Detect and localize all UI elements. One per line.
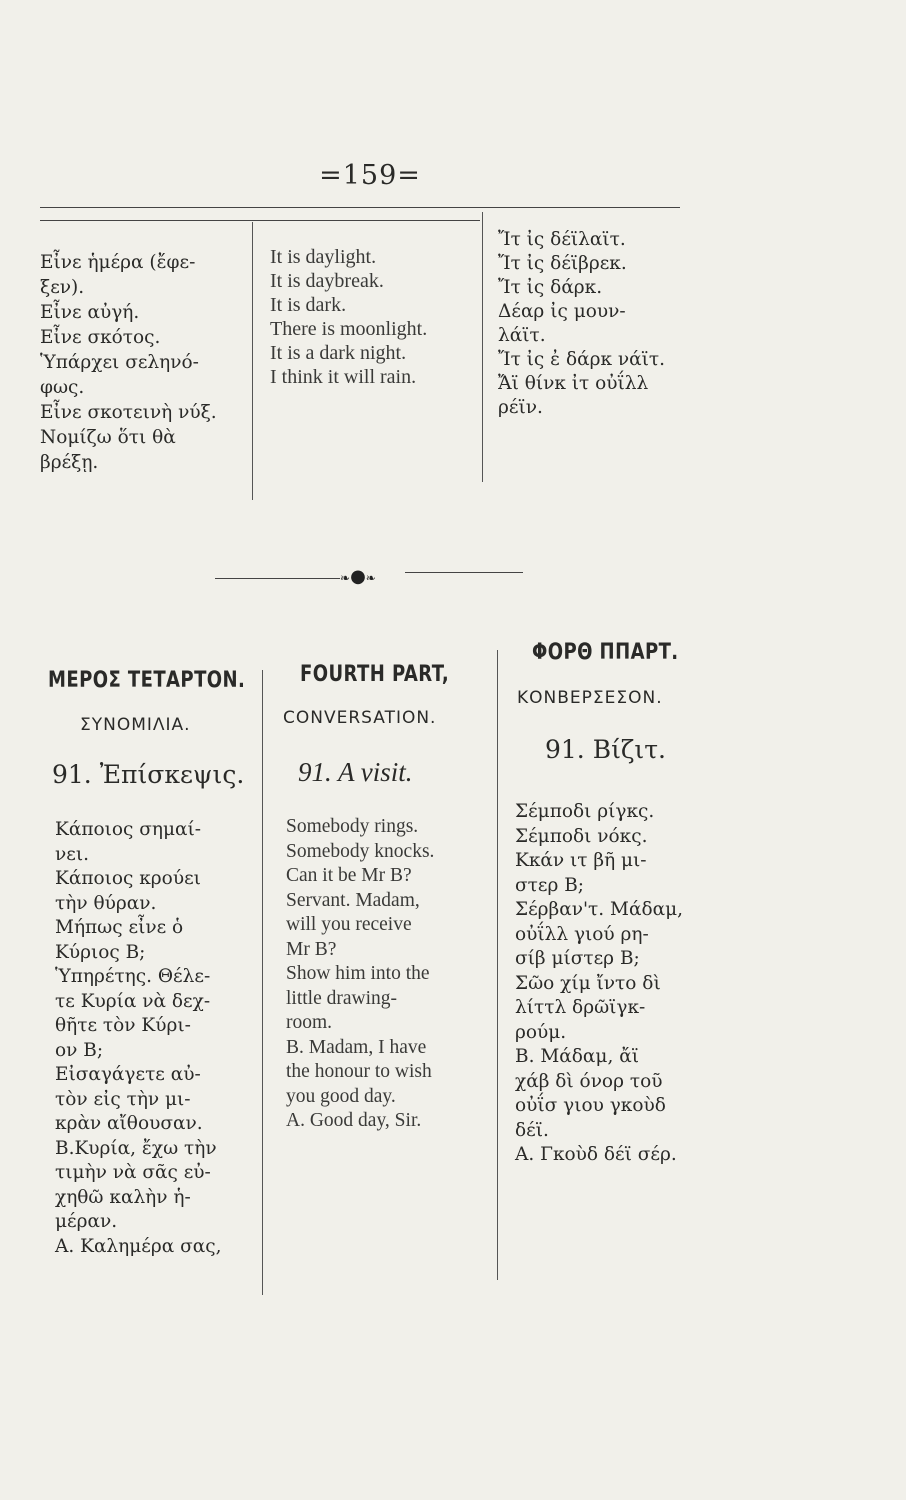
text-line: Show him into the <box>286 963 430 984</box>
dialog-translit-column <box>515 800 683 1168</box>
text-line: Ἴτ ἰς δέϊλαϊτ. <box>498 229 626 250</box>
text-line: οὐΐσ γιου γκοὺδ <box>515 1095 666 1116</box>
text-line: ρέϊν. <box>498 397 543 418</box>
text-line: Somebody knocks. <box>286 840 435 862</box>
text-line: Ἴτ ἰς ἐ δάρκ νάϊτ. <box>498 349 666 370</box>
text-line: φως. <box>40 377 85 398</box>
text-line: Somebody rings. <box>286 816 419 837</box>
top-rule-left <box>40 220 480 221</box>
text-line: B. Madam, I have <box>286 1036 427 1058</box>
text-line: It is dark. <box>270 294 347 316</box>
text-line: Servant. Madam, <box>286 889 420 911</box>
greek-lesson-title: 91. Ἐπίσκεψις. <box>52 760 245 789</box>
text-line: βρέξῃ. <box>40 452 99 473</box>
text-line: room. <box>286 1012 333 1033</box>
text-line: κρὰν αἴθουσαν. <box>55 1113 203 1134</box>
text-line: χηθῶ καλὴν ἡ- <box>55 1186 191 1208</box>
column-divider <box>262 670 263 1295</box>
english-lesson-title: 91. A visit. <box>298 757 413 787</box>
text-line: There is moonlight. <box>270 318 428 340</box>
text-line: λάϊτ. <box>498 325 546 346</box>
column-divider <box>497 650 498 1280</box>
text-line: τὸν εἰς τὴν μι- <box>55 1088 191 1110</box>
text-line: I think it will rain. <box>270 366 417 388</box>
greek-part-heading: ΜΕΡΟΣ ΤΕΤΑΡΤΟΝ. <box>48 668 246 693</box>
text-line: A. Good day, Sir. <box>286 1110 422 1131</box>
top-translit-column <box>498 228 665 420</box>
text-line: Β.Κυρία, ἔχω τὴν <box>55 1137 217 1159</box>
text-line: στερ Β; <box>515 874 585 896</box>
text-line: οὐΐλλ γιού ρη- <box>515 923 649 945</box>
ornament-rule-right <box>405 572 523 573</box>
text-line: χάβ δὶ όνορ τοῦ <box>515 1070 663 1092</box>
text-line: Mr B? <box>286 938 337 960</box>
text-line: Ἄϊ θίνκ ἰτ οὐΐλλ <box>498 373 649 394</box>
text-line: you good day. <box>286 1085 396 1107</box>
text-line: Ὑπηρέτης. Θέλε- <box>55 966 211 987</box>
text-line: Σέμποδι νόκς. <box>515 825 648 847</box>
dialog-english-column <box>286 815 434 1134</box>
text-line: It is a dark night. <box>270 342 407 364</box>
text-line: Κκάν ιτ βῆ μι- <box>515 850 647 871</box>
text-line: ρούμ. <box>515 1021 567 1043</box>
translit-sub-heading: ΚΟΝΒΕΡΣΕΣΟΝ. <box>517 688 663 708</box>
text-line: Ἴτ ἰς δάρκ. <box>498 277 603 298</box>
column-divider <box>482 212 483 482</box>
text-line: Α. Καλημέρα σας, <box>55 1235 222 1257</box>
text-line: Νομίζω ὅτι θὰ <box>40 427 176 448</box>
text-line: τὴν θύραν. <box>55 892 157 914</box>
text-line: ον Β; <box>55 1039 104 1061</box>
text-line: It is daybreak. <box>270 270 384 292</box>
text-line: σίβ μίστερ Β; <box>515 948 640 969</box>
ornament-rule-left <box>215 578 340 579</box>
text-line: little drawing- <box>286 987 398 1009</box>
dialog-greek-column <box>55 818 221 1259</box>
ornament: ❧●❧ <box>340 566 376 587</box>
text-line: Κύριος Β; <box>55 941 146 963</box>
text-line: Α. Γκοὺδ δέϊ σέρ. <box>515 1144 677 1165</box>
english-sub-heading: CONVERSATION. <box>283 708 437 728</box>
text-line: Β. Μάδαμ, ἄϊ <box>515 1046 639 1067</box>
text-line: λίττλ δρῶϊγκ- <box>515 997 646 1018</box>
text-line: νει. <box>55 843 89 865</box>
text-line: θῆτε τὸν Κύρι- <box>55 1015 191 1036</box>
top-english-column <box>270 245 427 389</box>
text-line: Εἶνε αὐγή. <box>40 302 140 323</box>
english-part-heading: FOURTH PART, <box>300 662 450 687</box>
greek-sub-heading: ΣΥΝΟΜΙΛΙΑ. <box>80 715 191 735</box>
text-line: Εἶνε σκοτεινὴ νύξ. <box>40 402 217 423</box>
text-line: μέραν. <box>55 1211 118 1232</box>
text-line: τιμὴν νὰ σᾶς εὐ- <box>55 1162 211 1183</box>
text-line: will you receive <box>286 914 412 935</box>
text-line: δέϊ. <box>515 1119 549 1141</box>
text-line: Μήπως εἶνε ὁ <box>55 917 184 938</box>
text-line: Ἴτ ἰς δέϊβρεκ. <box>498 253 627 274</box>
text-line: Εἰσαγάγετε αὐ- <box>55 1064 201 1085</box>
text-line: Σῶο χίμ ἴντο δὶ <box>515 972 661 994</box>
text-line: τε Κυρία νὰ δεχ- <box>55 990 211 1012</box>
text-line: Εἶνε ἡμέρα (ἔφε- <box>40 252 196 273</box>
text-line: It is daylight. <box>270 246 377 268</box>
top-greek-column <box>40 250 217 475</box>
page-number: =159= <box>319 160 421 191</box>
text-line: Ὑπάρχει σεληνό- <box>40 352 199 373</box>
text-line: Εἶνε σκότος. <box>40 327 161 348</box>
text-line: the honour to wish <box>286 1061 432 1082</box>
text-line: Κάποιος σημαί- <box>55 819 201 840</box>
top-rule <box>40 207 680 208</box>
text-line: Σέμποδι ρίγκς. <box>515 801 655 822</box>
column-divider <box>252 222 253 500</box>
text-line: Δέαρ ἰς μουν- <box>498 301 626 322</box>
translit-lesson-title: 91. Βίζιτ. <box>545 735 667 764</box>
text-line: Can it be Mr B? <box>286 865 412 886</box>
text-line: Σέρβαν'τ. Μάδαμ, <box>515 899 684 920</box>
translit-part-heading: ΦΟΡΘ ΠΠΑΡΤ. <box>532 640 679 665</box>
text-line: Κάποιος κρούει <box>55 868 201 889</box>
text-line: ξεν). <box>40 277 85 298</box>
